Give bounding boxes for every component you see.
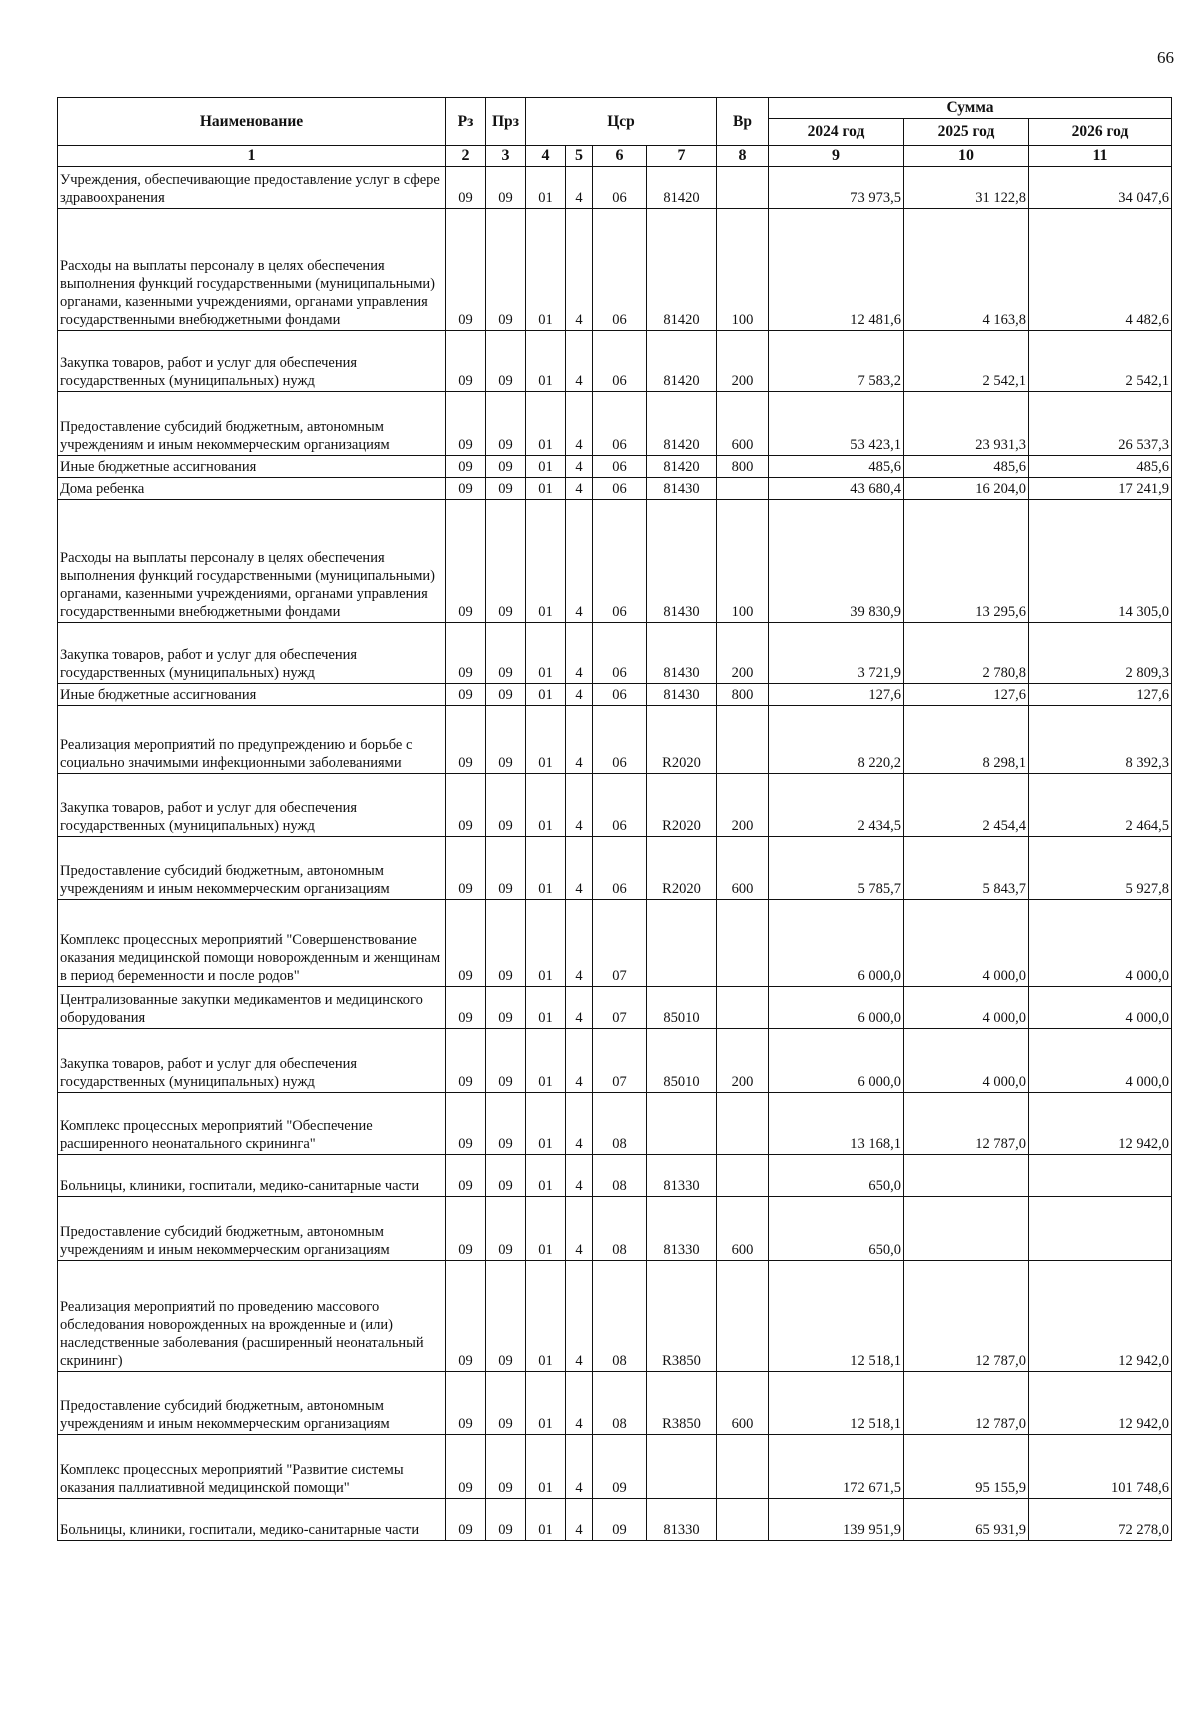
row-name: Закупка товаров, работ и услуг для обеспечения государственных (муниципальных) нужд	[58, 774, 446, 837]
row-csr-program: 01	[526, 1372, 566, 1435]
row-vr	[717, 1435, 769, 1499]
row-rz: 09	[446, 774, 486, 837]
row-csr-direction: 81430	[647, 684, 717, 706]
row-csr-complex: 08	[593, 1261, 647, 1372]
row-csr-complex: 06	[593, 623, 647, 684]
row-csr-program: 01	[526, 1029, 566, 1093]
table-row	[58, 837, 1172, 900]
row-sum-2025: 5 843,7	[904, 837, 1029, 900]
row-sum-2025: 12 787,0	[904, 1372, 1029, 1435]
row-csr-complex: 06	[593, 500, 647, 623]
row-sum-2024: 73 973,5	[769, 167, 904, 209]
header-csr: Цср	[526, 98, 717, 146]
row-prz: 09	[486, 1372, 526, 1435]
row-csr-complex: 06	[593, 478, 647, 500]
row-csr-complex: 06	[593, 706, 647, 774]
row-name: Предоставление субсидий бюджетным, автономным учреждениям и иным некоммерческим организациям	[58, 392, 446, 456]
row-sum-2025: 12 787,0	[904, 1093, 1029, 1155]
row-csr-type: 4	[566, 1372, 593, 1435]
row-sum-2025	[904, 1197, 1029, 1261]
row-rz: 09	[446, 987, 486, 1029]
header-year-2024: 2024 год	[769, 119, 904, 146]
row-sum-2024: 12 518,1	[769, 1372, 904, 1435]
header-name: Наименование	[58, 98, 446, 146]
row-csr-program: 01	[526, 1155, 566, 1197]
row-sum-2024: 43 680,4	[769, 478, 904, 500]
row-prz: 09	[486, 900, 526, 987]
row-rz: 09	[446, 623, 486, 684]
row-csr-program: 01	[526, 392, 566, 456]
row-sum-2024: 8 220,2	[769, 706, 904, 774]
row-sum-2026: 485,6	[1029, 456, 1172, 478]
row-sum-2024: 172 671,5	[769, 1435, 904, 1499]
row-prz: 09	[486, 684, 526, 706]
row-prz: 09	[486, 478, 526, 500]
row-csr-program: 01	[526, 209, 566, 331]
row-sum-2025: 4 000,0	[904, 1029, 1029, 1093]
row-csr-direction: 81330	[647, 1197, 717, 1261]
row-csr-program: 01	[526, 1197, 566, 1261]
row-vr: 600	[717, 837, 769, 900]
row-csr-direction: 81420	[647, 209, 717, 331]
row-sum-2024: 5 785,7	[769, 837, 904, 900]
row-csr-type: 4	[566, 167, 593, 209]
row-name: Учреждения, обеспечивающие предоставление услуг в сфере здравоохранения	[58, 167, 446, 209]
row-csr-direction: 81420	[647, 331, 717, 392]
row-sum-2024: 12 481,6	[769, 209, 904, 331]
row-sum-2026: 26 537,3	[1029, 392, 1172, 456]
row-vr: 200	[717, 1029, 769, 1093]
row-rz: 09	[446, 1197, 486, 1261]
row-csr-complex: 06	[593, 837, 647, 900]
row-sum-2025: 2 780,8	[904, 623, 1029, 684]
row-sum-2024: 127,6	[769, 684, 904, 706]
row-sum-2026: 4 000,0	[1029, 1029, 1172, 1093]
row-csr-direction: 81330	[647, 1155, 717, 1197]
row-sum-2026: 12 942,0	[1029, 1261, 1172, 1372]
row-vr	[717, 987, 769, 1029]
row-sum-2024: 12 518,1	[769, 1261, 904, 1372]
row-rz: 09	[446, 1499, 486, 1541]
row-sum-2025: 65 931,9	[904, 1499, 1029, 1541]
column-number-row	[58, 146, 1172, 167]
header-year-2026: 2026 год	[1029, 119, 1172, 146]
table-row	[58, 167, 1172, 209]
row-csr-type: 4	[566, 1261, 593, 1372]
row-csr-type: 4	[566, 900, 593, 987]
row-csr-direction: R3850	[647, 1372, 717, 1435]
column-number: 2	[446, 146, 486, 167]
row-sum-2026: 34 047,6	[1029, 167, 1172, 209]
row-csr-type: 4	[566, 1155, 593, 1197]
row-vr	[717, 1093, 769, 1155]
row-rz: 09	[446, 478, 486, 500]
table-row	[58, 500, 1172, 623]
row-csr-program: 01	[526, 1261, 566, 1372]
table-row	[58, 684, 1172, 706]
table-row	[58, 987, 1172, 1029]
row-name: Дома ребенка	[58, 478, 446, 500]
row-vr	[717, 900, 769, 987]
row-csr-type: 4	[566, 684, 593, 706]
row-name: Иные бюджетные ассигнования	[58, 456, 446, 478]
row-sum-2026: 17 241,9	[1029, 478, 1172, 500]
row-rz: 09	[446, 331, 486, 392]
row-csr-complex: 08	[593, 1093, 647, 1155]
row-name: Закупка товаров, работ и услуг для обеспечения государственных (муниципальных) нужд	[58, 1029, 446, 1093]
row-prz: 09	[486, 987, 526, 1029]
row-csr-type: 4	[566, 331, 593, 392]
row-rz: 09	[446, 837, 486, 900]
row-csr-program: 01	[526, 987, 566, 1029]
row-name: Комплекс процессных мероприятий "Развитие системы оказания паллиативной медицинской помощи"	[58, 1435, 446, 1499]
row-sum-2025: 2 454,4	[904, 774, 1029, 837]
row-csr-direction: R2020	[647, 774, 717, 837]
row-csr-type: 4	[566, 209, 593, 331]
row-rz: 09	[446, 456, 486, 478]
row-sum-2026: 2 809,3	[1029, 623, 1172, 684]
row-csr-program: 01	[526, 1499, 566, 1541]
row-csr-complex: 08	[593, 1197, 647, 1261]
row-prz: 09	[486, 392, 526, 456]
table-row	[58, 623, 1172, 684]
row-sum-2024: 650,0	[769, 1197, 904, 1261]
column-number: 8	[717, 146, 769, 167]
row-sum-2024: 7 583,2	[769, 331, 904, 392]
row-csr-program: 01	[526, 167, 566, 209]
table-header	[58, 98, 1172, 167]
row-prz: 09	[486, 1155, 526, 1197]
table-row	[58, 478, 1172, 500]
row-rz: 09	[446, 1093, 486, 1155]
row-name: Комплекс процессных мероприятий "Совершенствование оказания медицинской помощи новорожденным и женщинам в период беременности и после родов"	[58, 900, 446, 987]
row-prz: 09	[486, 1499, 526, 1541]
row-csr-direction: 85010	[647, 987, 717, 1029]
row-csr-direction: R3850	[647, 1261, 717, 1372]
row-rz: 09	[446, 1261, 486, 1372]
row-csr-direction: R2020	[647, 837, 717, 900]
row-prz: 09	[486, 623, 526, 684]
row-csr-program: 01	[526, 900, 566, 987]
row-csr-type: 4	[566, 987, 593, 1029]
row-rz: 09	[446, 209, 486, 331]
row-sum-2025: 127,6	[904, 684, 1029, 706]
row-csr-type: 4	[566, 623, 593, 684]
header-prz: Прз	[486, 98, 526, 146]
column-number: 11	[1029, 146, 1172, 167]
row-name: Расходы на выплаты персоналу в целях обеспечения выполнения функций государственными (муниципальными) органами, казенными учреждениями, органами управления государственными внебюджетными фондами	[58, 500, 446, 623]
row-vr: 100	[717, 500, 769, 623]
row-csr-complex: 07	[593, 900, 647, 987]
row-vr	[717, 1155, 769, 1197]
row-sum-2024: 2 434,5	[769, 774, 904, 837]
row-rz: 09	[446, 1372, 486, 1435]
column-number: 10	[904, 146, 1029, 167]
row-rz: 09	[446, 500, 486, 623]
row-sum-2025: 8 298,1	[904, 706, 1029, 774]
row-csr-complex: 07	[593, 987, 647, 1029]
row-sum-2024: 6 000,0	[769, 1029, 904, 1093]
table-row	[58, 900, 1172, 987]
row-csr-type: 4	[566, 837, 593, 900]
row-csr-direction: R2020	[647, 706, 717, 774]
header-rz: Рз	[446, 98, 486, 146]
row-prz: 09	[486, 1093, 526, 1155]
row-prz: 09	[486, 331, 526, 392]
row-vr	[717, 478, 769, 500]
row-sum-2025: 4 000,0	[904, 900, 1029, 987]
row-name: Закупка товаров, работ и услуг для обеспечения государственных (муниципальных) нужд	[58, 623, 446, 684]
column-number: 6	[593, 146, 647, 167]
header-vr: Вр	[717, 98, 769, 146]
column-number: 7	[647, 146, 717, 167]
row-csr-program: 01	[526, 478, 566, 500]
row-csr-complex: 06	[593, 331, 647, 392]
row-rz: 09	[446, 900, 486, 987]
row-csr-complex: 06	[593, 684, 647, 706]
row-prz: 09	[486, 1029, 526, 1093]
row-csr-complex: 06	[593, 456, 647, 478]
row-rz: 09	[446, 706, 486, 774]
column-number: 9	[769, 146, 904, 167]
row-sum-2024: 39 830,9	[769, 500, 904, 623]
page-number: 66	[1157, 48, 1174, 67]
row-prz: 09	[486, 837, 526, 900]
row-sum-2025	[904, 1155, 1029, 1197]
table-row	[58, 392, 1172, 456]
row-csr-direction: 81330	[647, 1499, 717, 1541]
row-vr: 100	[717, 209, 769, 331]
row-vr: 200	[717, 331, 769, 392]
row-csr-complex: 07	[593, 1029, 647, 1093]
row-csr-direction	[647, 1435, 717, 1499]
row-name: Реализация мероприятий по проведению массового обследования новорожденных на врожденные и (или) наследственные заболевания (расширенный неонатальный скрининг)	[58, 1261, 446, 1372]
row-csr-type: 4	[566, 1435, 593, 1499]
row-sum-2026: 2 542,1	[1029, 331, 1172, 392]
row-csr-direction: 81430	[647, 500, 717, 623]
row-vr: 600	[717, 392, 769, 456]
row-sum-2026: 8 392,3	[1029, 706, 1172, 774]
row-vr: 200	[717, 774, 769, 837]
row-csr-program: 01	[526, 774, 566, 837]
table-row	[58, 1155, 1172, 1197]
row-csr-complex: 06	[593, 392, 647, 456]
table-row	[58, 774, 1172, 837]
table-row	[58, 1372, 1172, 1435]
row-vr	[717, 167, 769, 209]
row-csr-complex: 06	[593, 774, 647, 837]
row-prz: 09	[486, 706, 526, 774]
row-prz: 09	[486, 774, 526, 837]
row-csr-type: 4	[566, 392, 593, 456]
row-sum-2026: 4 000,0	[1029, 987, 1172, 1029]
row-prz: 09	[486, 456, 526, 478]
row-csr-direction: 81430	[647, 623, 717, 684]
row-csr-direction: 81420	[647, 392, 717, 456]
row-prz: 09	[486, 209, 526, 331]
row-sum-2025: 23 931,3	[904, 392, 1029, 456]
row-csr-complex: 09	[593, 1435, 647, 1499]
row-rz: 09	[446, 1435, 486, 1499]
row-name: Иные бюджетные ассигнования	[58, 684, 446, 706]
row-csr-type: 4	[566, 1499, 593, 1541]
header-year-2025: 2025 год	[904, 119, 1029, 146]
row-csr-program: 01	[526, 684, 566, 706]
table-row	[58, 456, 1172, 478]
row-csr-program: 01	[526, 331, 566, 392]
row-name: Комплекс процессных мероприятий "Обеспечение расширенного неонатального скрининга"	[58, 1093, 446, 1155]
row-rz: 09	[446, 1029, 486, 1093]
row-name: Централизованные закупки медикаментов и медицинского оборудования	[58, 987, 446, 1029]
row-sum-2025: 485,6	[904, 456, 1029, 478]
table-row	[58, 1197, 1172, 1261]
column-number: 3	[486, 146, 526, 167]
row-csr-type: 4	[566, 500, 593, 623]
row-sum-2024: 650,0	[769, 1155, 904, 1197]
table-row	[58, 706, 1172, 774]
row-csr-complex: 06	[593, 209, 647, 331]
row-name: Предоставление субсидий бюджетным, автономным учреждениям и иным некоммерческим организациям	[58, 837, 446, 900]
row-name: Предоставление субсидий бюджетным, автономным учреждениям и иным некоммерческим организациям	[58, 1372, 446, 1435]
row-prz: 09	[486, 1435, 526, 1499]
row-csr-program: 01	[526, 456, 566, 478]
row-prz: 09	[486, 1261, 526, 1372]
row-sum-2024: 485,6	[769, 456, 904, 478]
row-csr-type: 4	[566, 478, 593, 500]
row-sum-2026: 14 305,0	[1029, 500, 1172, 623]
row-sum-2026: 4 000,0	[1029, 900, 1172, 987]
row-name: Реализация мероприятий по предупреждению и борьбе с социально значимыми инфекционными заболеваниями	[58, 706, 446, 774]
row-csr-type: 4	[566, 1197, 593, 1261]
row-sum-2024: 3 721,9	[769, 623, 904, 684]
row-vr	[717, 1499, 769, 1541]
row-vr: 800	[717, 456, 769, 478]
row-sum-2024: 6 000,0	[769, 900, 904, 987]
row-csr-direction: 85010	[647, 1029, 717, 1093]
row-sum-2024: 53 423,1	[769, 392, 904, 456]
row-sum-2026	[1029, 1197, 1172, 1261]
row-sum-2026: 127,6	[1029, 684, 1172, 706]
row-rz: 09	[446, 1155, 486, 1197]
row-sum-2024: 13 168,1	[769, 1093, 904, 1155]
row-csr-direction	[647, 900, 717, 987]
row-csr-type: 4	[566, 1093, 593, 1155]
row-csr-type: 4	[566, 706, 593, 774]
row-sum-2025: 13 295,6	[904, 500, 1029, 623]
row-csr-complex: 09	[593, 1499, 647, 1541]
row-sum-2025: 31 122,8	[904, 167, 1029, 209]
row-csr-program: 01	[526, 1093, 566, 1155]
column-number: 1	[58, 146, 446, 167]
table-row	[58, 331, 1172, 392]
row-prz: 09	[486, 167, 526, 209]
table-row	[58, 1261, 1172, 1372]
row-sum-2025: 95 155,9	[904, 1435, 1029, 1499]
row-sum-2026	[1029, 1155, 1172, 1197]
row-vr	[717, 706, 769, 774]
row-csr-program: 01	[526, 1435, 566, 1499]
row-rz: 09	[446, 167, 486, 209]
row-prz: 09	[486, 500, 526, 623]
row-csr-program: 01	[526, 706, 566, 774]
row-sum-2026: 12 942,0	[1029, 1093, 1172, 1155]
row-rz: 09	[446, 392, 486, 456]
row-name: Больницы, клиники, госпитали, медико-санитарные части	[58, 1499, 446, 1541]
row-rz: 09	[446, 684, 486, 706]
row-vr: 600	[717, 1197, 769, 1261]
row-sum-2026: 5 927,8	[1029, 837, 1172, 900]
row-sum-2025: 2 542,1	[904, 331, 1029, 392]
row-csr-type: 4	[566, 774, 593, 837]
row-name: Предоставление субсидий бюджетным, автономным учреждениям и иным некоммерческим организациям	[58, 1197, 446, 1261]
row-sum-2026: 12 942,0	[1029, 1372, 1172, 1435]
row-name: Больницы, клиники, госпитали, медико-санитарные части	[58, 1155, 446, 1197]
row-sum-2025: 12 787,0	[904, 1261, 1029, 1372]
row-csr-direction: 81430	[647, 478, 717, 500]
row-name: Расходы на выплаты персоналу в целях обеспечения выполнения функций государственными (муниципальными) органами, казенными учреждениями, органами управления государственными внебюджетными фондами	[58, 209, 446, 331]
row-vr: 200	[717, 623, 769, 684]
row-csr-complex: 06	[593, 167, 647, 209]
row-sum-2026: 72 278,0	[1029, 1499, 1172, 1541]
table-row	[58, 1029, 1172, 1093]
header-sum: Сумма	[769, 98, 1172, 119]
row-vr	[717, 1261, 769, 1372]
row-csr-direction: 81420	[647, 167, 717, 209]
row-sum-2026: 101 748,6	[1029, 1435, 1172, 1499]
table-row	[58, 1093, 1172, 1155]
row-csr-program: 01	[526, 623, 566, 684]
row-sum-2025: 4 163,8	[904, 209, 1029, 331]
row-prz: 09	[486, 1197, 526, 1261]
row-sum-2024: 139 951,9	[769, 1499, 904, 1541]
row-vr: 600	[717, 1372, 769, 1435]
row-csr-direction	[647, 1093, 717, 1155]
row-sum-2026: 2 464,5	[1029, 774, 1172, 837]
row-csr-program: 01	[526, 500, 566, 623]
row-csr-direction: 81420	[647, 456, 717, 478]
table-row	[58, 1435, 1172, 1499]
table-row	[58, 209, 1172, 331]
row-csr-type: 4	[566, 456, 593, 478]
row-csr-complex: 08	[593, 1155, 647, 1197]
row-sum-2025: 16 204,0	[904, 478, 1029, 500]
row-csr-type: 4	[566, 1029, 593, 1093]
budget-table	[57, 97, 1172, 1541]
row-sum-2025: 4 000,0	[904, 987, 1029, 1029]
row-csr-complex: 08	[593, 1372, 647, 1435]
row-name: Закупка товаров, работ и услуг для обеспечения государственных (муниципальных) нужд	[58, 331, 446, 392]
row-csr-program: 01	[526, 837, 566, 900]
row-sum-2024: 6 000,0	[769, 987, 904, 1029]
row-sum-2026: 4 482,6	[1029, 209, 1172, 331]
row-vr: 800	[717, 684, 769, 706]
column-number: 5	[566, 146, 593, 167]
table-row	[58, 1499, 1172, 1541]
column-number: 4	[526, 146, 566, 167]
table-body	[58, 167, 1172, 1541]
